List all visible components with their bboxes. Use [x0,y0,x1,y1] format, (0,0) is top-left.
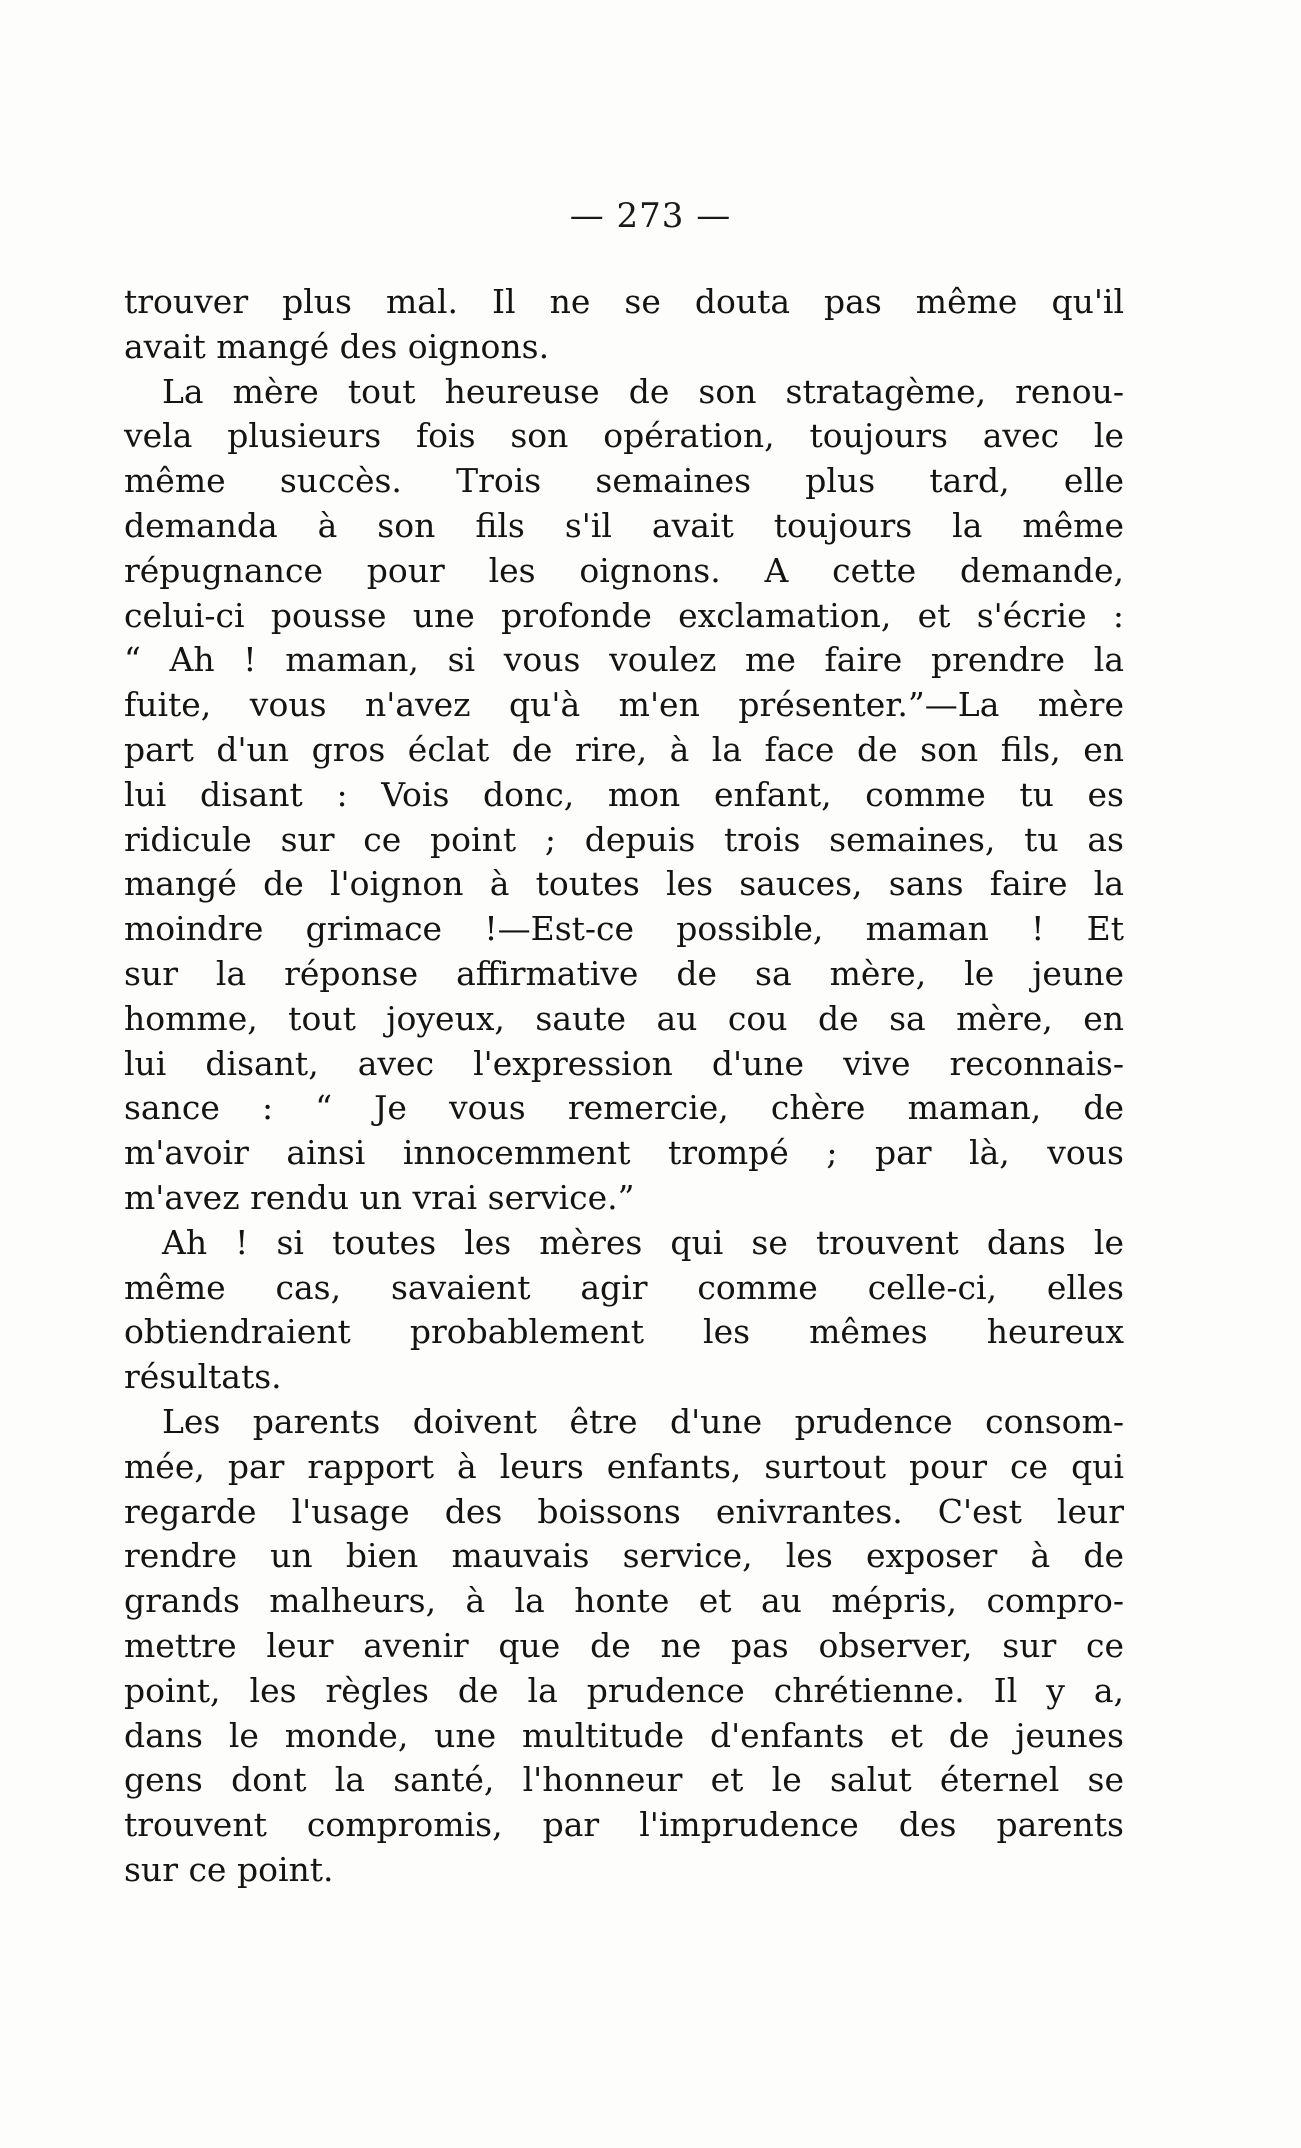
text-line: trouvent compromis, par l'imprudence des parents [124,1805,1124,1845]
text-line: gens dont la santé, l'honneur et le salut éternel se [124,1760,1124,1800]
text-line: lui disant : Vois donc, mon enfant, comme tu es [124,774,1124,814]
text-line: La mère tout heureuse de son stratagème, renou- [162,371,1124,411]
text-line: même cas, savaient agir comme celle-ci, elles [124,1267,1124,1307]
text-line: regarde l'usage des boissons enivrantes. C'est leur [124,1491,1124,1531]
text-line: sance : “ Je vous remercie, chère maman, de [124,1088,1124,1128]
text-line: sur la réponse affirmative de sa mère, le jeune [124,953,1124,993]
text-line: ridicule sur ce point ; depuis trois semaines, tu as [124,819,1124,859]
text-line: obtiendraient probablement les mêmes heureux [124,1312,1124,1352]
text-line: part d'un gros éclat de rire, à la face de son fils, en [124,729,1124,769]
page-number: — 273 — [569,196,732,236]
text-line: point, les règles de la prudence chrétienne. Il y a, [124,1670,1124,1710]
text-line: rendre un bien mauvais service, les exposer à de [124,1536,1124,1576]
text-line: celui-ci pousse une profonde exclamation, et s'écrie : [124,595,1124,635]
text-line: homme, tout joyeux, saute au cou de sa mère, en [124,998,1124,1038]
text-line: répugnance pour les oignons. A cette demande, [124,550,1124,590]
text-line: dans le monde, une multitude d'enfants et de jeunes [124,1715,1124,1755]
text-line: m'avez rendu un vrai service.” [124,1177,635,1217]
text-line: “ Ah ! maman, si vous voulez me faire prendre la [124,640,1124,680]
text-line: même succès. Trois semaines plus tard, elle [124,461,1124,501]
text-line: m'avoir ainsi innocemment trompé ; par là, vous [124,1133,1124,1173]
text-line: résultats. [124,1357,282,1397]
text-line: mangé de l'oignon à toutes les sauces, sans faire la [124,864,1124,904]
text-line: mettre leur avenir que de ne pas observer, sur ce [124,1625,1124,1665]
text-line: trouver plus mal. Il ne se douta pas même qu'il [124,282,1124,321]
text-line: avait mangé des oignons. [124,326,550,366]
text-line: moindre grimace !—Est-ce possible, maman ! Et [124,909,1124,949]
text-line: fuite, vous n'avez qu'à m'en présenter.”—La mère [124,685,1124,725]
text-line: mée, par rapport à leurs enfants, surtout pour ce qui [124,1446,1124,1486]
text-line: vela plusieurs fois son opération, toujours avec le [124,416,1124,456]
text-line: sur ce point. [124,1849,334,1889]
text-line: lui disant, avec l'expression d'une vive reconnais- [124,1043,1124,1083]
text-line: Les parents doivent être d'une prudence consom- [162,1401,1124,1441]
text-line: grands malheurs, à la honte et au mépris, compro- [124,1581,1124,1621]
body-text [124,280,1124,1893]
text-line: Ah ! si toutes les mères qui se trouvent dans le [162,1222,1124,1262]
text-line: demanda à son fils s'il avait toujours la même [124,505,1124,545]
